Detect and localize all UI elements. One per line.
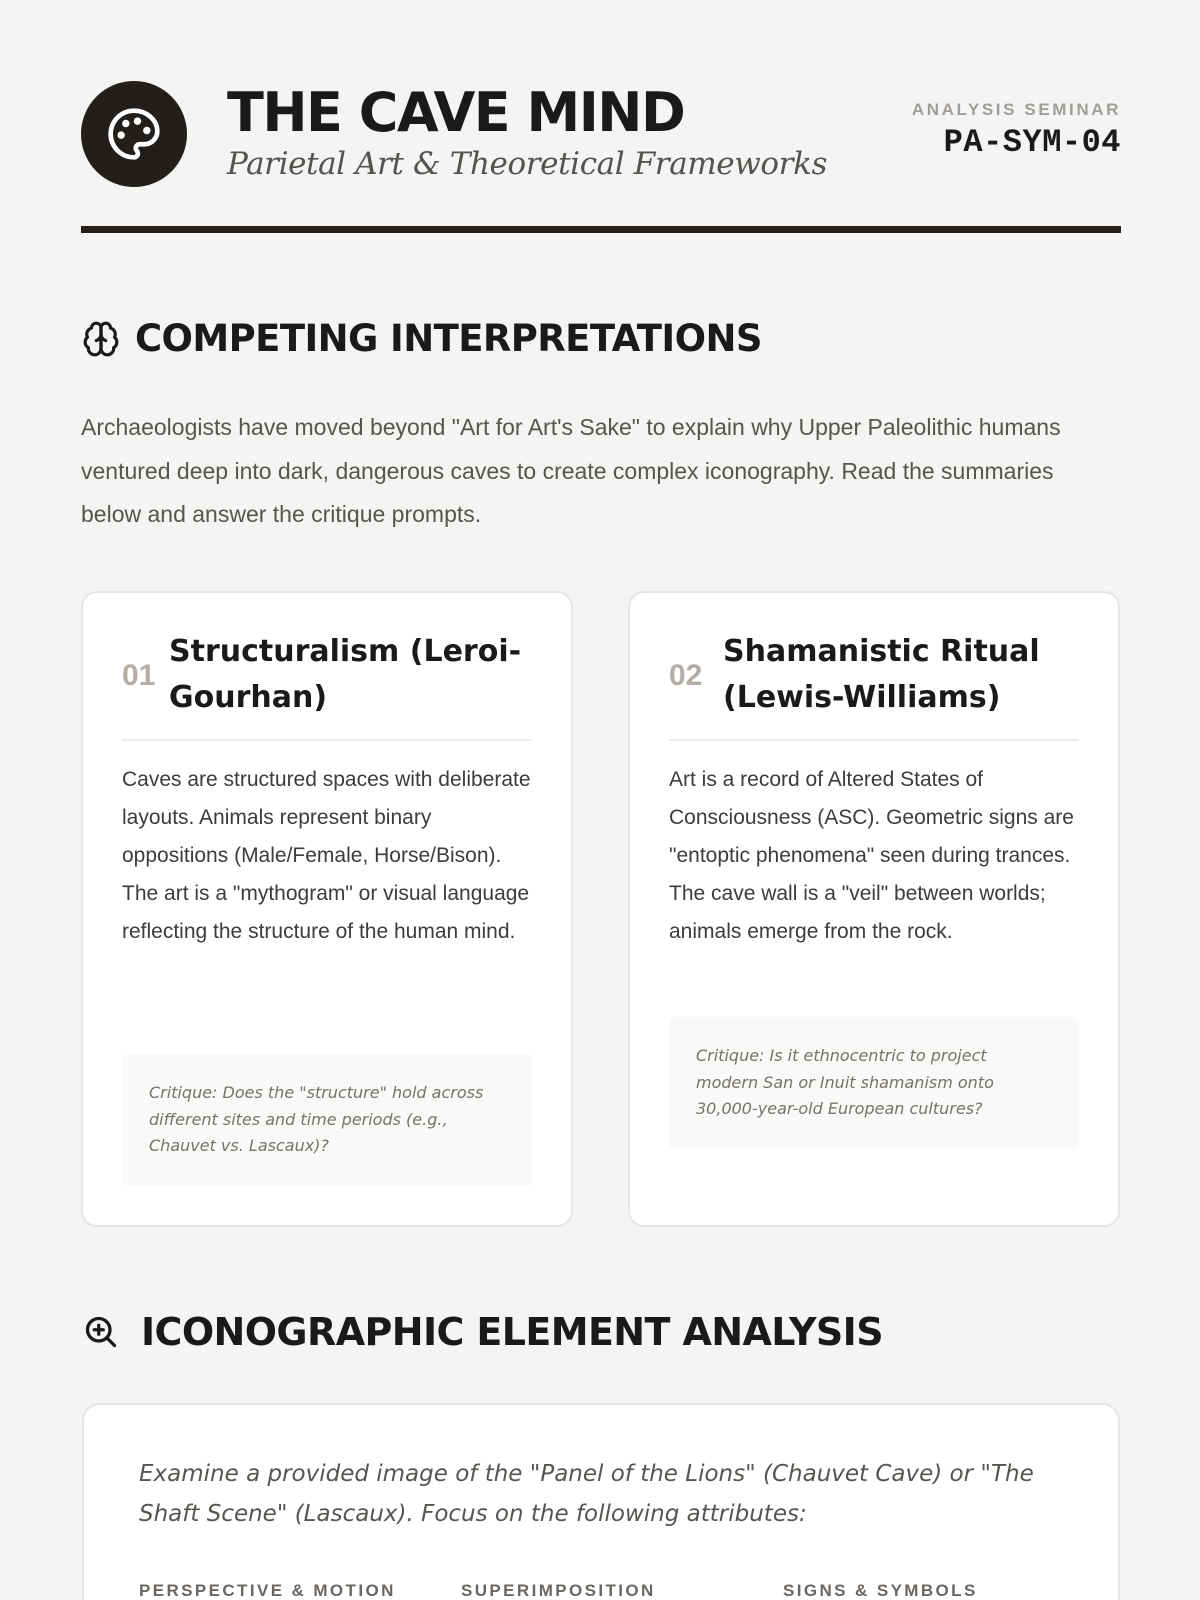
card-body: Art is a record of Altered States of Consciousness (ASC). Geometric signs are "entoptic phenomena" seen during trances. The cave wall is a "veil" between worlds; animals emerge from the rock. [669,768,1074,943]
card-body: Caves are structured spaces with deliberate layouts. Animals represent binary oppositions (Male/Female, Horse/Bison). The art is a "mythogram" or visual language reflecting the structure of the human mind. [122,768,531,943]
section-heading-interpretations [81,317,762,360]
page-subtitle: Parietal Art & Theoretical Frameworks [227,146,827,182]
card-number: 01 [122,659,156,692]
analysis-panel [82,1403,1120,1600]
card-divider [669,739,1079,741]
brain-icon [81,319,121,359]
card-divider [122,739,532,741]
critique-prompt: Critique: Does the "structure" hold across different sites and time periods (e.g., Chauvet vs. Lascaux)? [122,1054,532,1186]
zoom-in-icon [81,1312,121,1352]
critique-prompt: Critique: Is it ethnocentric to project modern San or Inuit shamanism onto 30,000-year-old European cultures? [669,1017,1079,1149]
card-number: 02 [669,659,703,692]
seminar-label: ANALYSIS SEMINAR [911,100,1121,119]
interpretation-card-shamanism [628,591,1120,1227]
interpretation-card-structuralism [81,591,573,1227]
header-divider [81,226,1121,233]
attribute-perspective-motion: PERSPECTIVE & MOTION [139,1581,396,1600]
header [81,0,1121,236]
section-heading-iconographic [81,1310,883,1354]
section-title: COMPETING INTERPRETATIONS [135,317,762,360]
course-code: PA-SYM-04 [943,124,1121,161]
card-title: Structuralism (Leroi-Gourhan) [169,634,522,715]
analysis-prompt: Examine a provided image of the "Panel of the Lions" (Chauvet Cave) or "The Shaft Scene" (Lascaux). Focus on the following attributes: [139,1461,1034,1527]
palette-icon [81,81,187,187]
page-title: THE CAVE MIND [227,81,685,144]
card-title: Shamanistic Ritual (Lewis-Williams) [723,634,1040,715]
section-title: ICONOGRAPHIC ELEMENT ANALYSIS [141,1310,883,1354]
worksheet-page [81,0,1121,1600]
attribute-signs-symbols: SIGNS & SYMBOLS [783,1581,978,1600]
intro-paragraph: Archaeologists have moved beyond "Art for Art's Sake" to explain why Upper Paleolithic humans ventured deep into dark, dangerous caves to create complex iconography. Read the summaries below and answer the critique prompts. [81,414,1061,527]
attribute-superimposition: SUPERIMPOSITION [461,1581,656,1600]
